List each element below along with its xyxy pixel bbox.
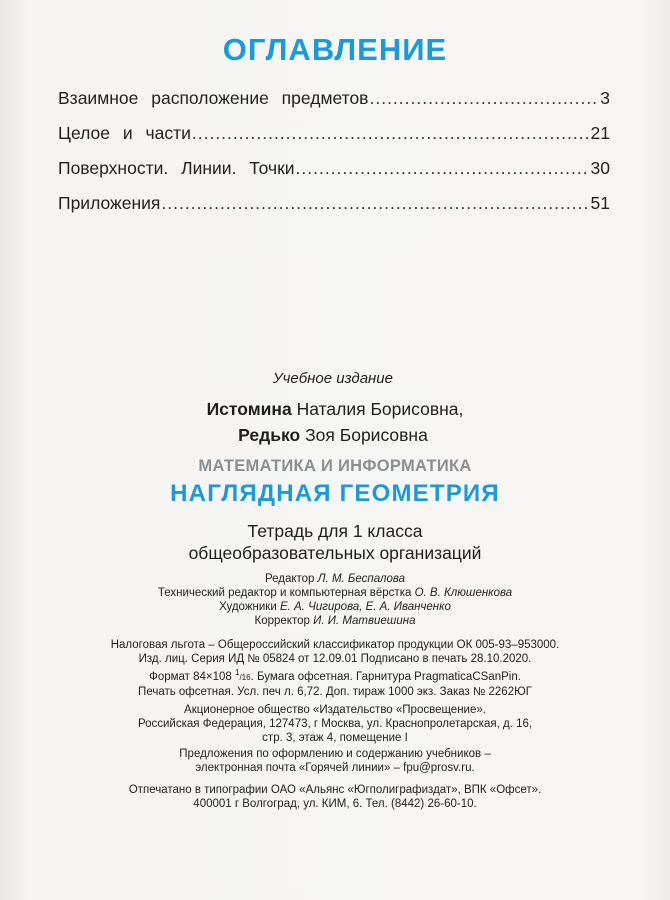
credit-line: [0, 572, 670, 586]
author-given-name: Зоя Борисовна: [305, 425, 428, 445]
credit-name: Л. М. Беспалова: [317, 573, 406, 585]
toc-entry-page: 3: [600, 88, 610, 108]
publisher-address: [0, 703, 670, 745]
author-given-name: Наталия Борисовна,: [296, 399, 464, 419]
author-line: [0, 425, 668, 446]
credit-name: Е. А. Чигирова, Е. А. Иванченко: [279, 601, 451, 613]
credits-block: [0, 572, 670, 628]
toc-leader-dots: [296, 158, 590, 179]
toc-entry-label: Поверхности. Линии. Точки: [58, 158, 295, 178]
toc-leader-dots: [192, 123, 590, 144]
credit-line: [0, 614, 670, 628]
address-line: Акционерное общество «Издательство «Просвещение».: [184, 704, 486, 716]
toc-entry[interactable]: [58, 123, 610, 158]
feedback-line: Предложения по оформлению и содержанию учебников –: [179, 748, 491, 760]
credit-role: Корректор: [254, 615, 310, 627]
author-surname: Истомина: [206, 399, 292, 419]
toc-entry[interactable]: [58, 193, 610, 228]
format-fraction-num: 1: [235, 668, 240, 677]
feedback-line[interactable]: электронная почта «Горячей линии» – fpu@prosv.ru.: [195, 762, 475, 774]
toc-entry-page: 30: [590, 158, 610, 178]
printing-house: [0, 783, 670, 811]
credit-role: Технический редактор и компьютерная вёрстка: [157, 587, 412, 599]
format-fraction-den: /16: [239, 673, 251, 682]
feedback-contact: [0, 747, 670, 775]
table-of-contents: [58, 88, 610, 228]
credit-name: И. И. Матвиешина: [313, 615, 416, 627]
toc-entry-page: 51: [590, 193, 610, 213]
publishing-line: Изд. лиц. Серия ИД № 05824 от 12.09.01 Подписано в печать 28.10.2020.: [138, 653, 532, 665]
subject-title: МАТЕМАТИКА И ИНФОРМАТИКА: [198, 457, 472, 475]
toc-entry[interactable]: [58, 88, 610, 123]
book-subtitle: общеобразовательных организаций: [188, 543, 482, 563]
edition-type: Учебное издание: [273, 370, 393, 387]
publishing-line: Печать офсетная. Усл. печ л. 6,72. Доп. тираж 1000 экз. Заказ № 2262ЮГ: [138, 686, 532, 698]
format-fraction-end: .: [250, 671, 254, 683]
paper-info: Бумага офсетная. Гарнитура PragmaticaCSanPin.: [257, 671, 521, 683]
book-subtitle: Тетрадь для 1 класса: [247, 521, 423, 541]
toc-leader-dots: [369, 88, 599, 109]
printing-line: 400001 г Волгоград, ул. КИМ, 6. Тел. (8442) 26-60-10.: [193, 798, 477, 810]
toc-entry-label: Приложения: [58, 193, 161, 213]
credit-line: [0, 600, 670, 614]
toc-heading: ОГЛАВЛЕНИЕ: [222, 32, 448, 67]
credit-name: О. В. Клюшенкова: [414, 587, 513, 599]
address-line: Российская Федерация, 127473, г Москва, ул. Краснопролетарская, д. 16,: [137, 718, 533, 730]
publishing-line: Налоговая льгота – Общероссийский классификатор продукции ОК 005-93–953000.: [110, 639, 560, 651]
credit-role: Художники: [219, 601, 277, 613]
credit-role: Редактор: [264, 573, 315, 585]
toc-entry-page: 21: [590, 123, 610, 143]
publishing-format-line: [0, 666, 670, 685]
credit-line: [0, 586, 670, 600]
publishing-info: [0, 638, 670, 699]
toc-entry-label: Взаимное расположение предметов: [58, 88, 369, 108]
toc-entry[interactable]: [58, 158, 610, 193]
toc-entry-label: Целое и части: [58, 123, 191, 143]
toc-leader-dots: [161, 193, 589, 214]
book-title: НАГЛЯДНАЯ ГЕОМЕТРИЯ: [170, 480, 500, 507]
author-line: [0, 399, 670, 420]
printing-line: Отпечатано в типографии ОАО «Альянс «Югполиграфиздат», ВПК «Офсет».: [128, 784, 542, 796]
format-size: Формат 84×108: [149, 671, 232, 683]
author-surname: Редько: [238, 425, 301, 445]
address-line: стр. 3, этаж 4, помещение I: [262, 732, 408, 744]
